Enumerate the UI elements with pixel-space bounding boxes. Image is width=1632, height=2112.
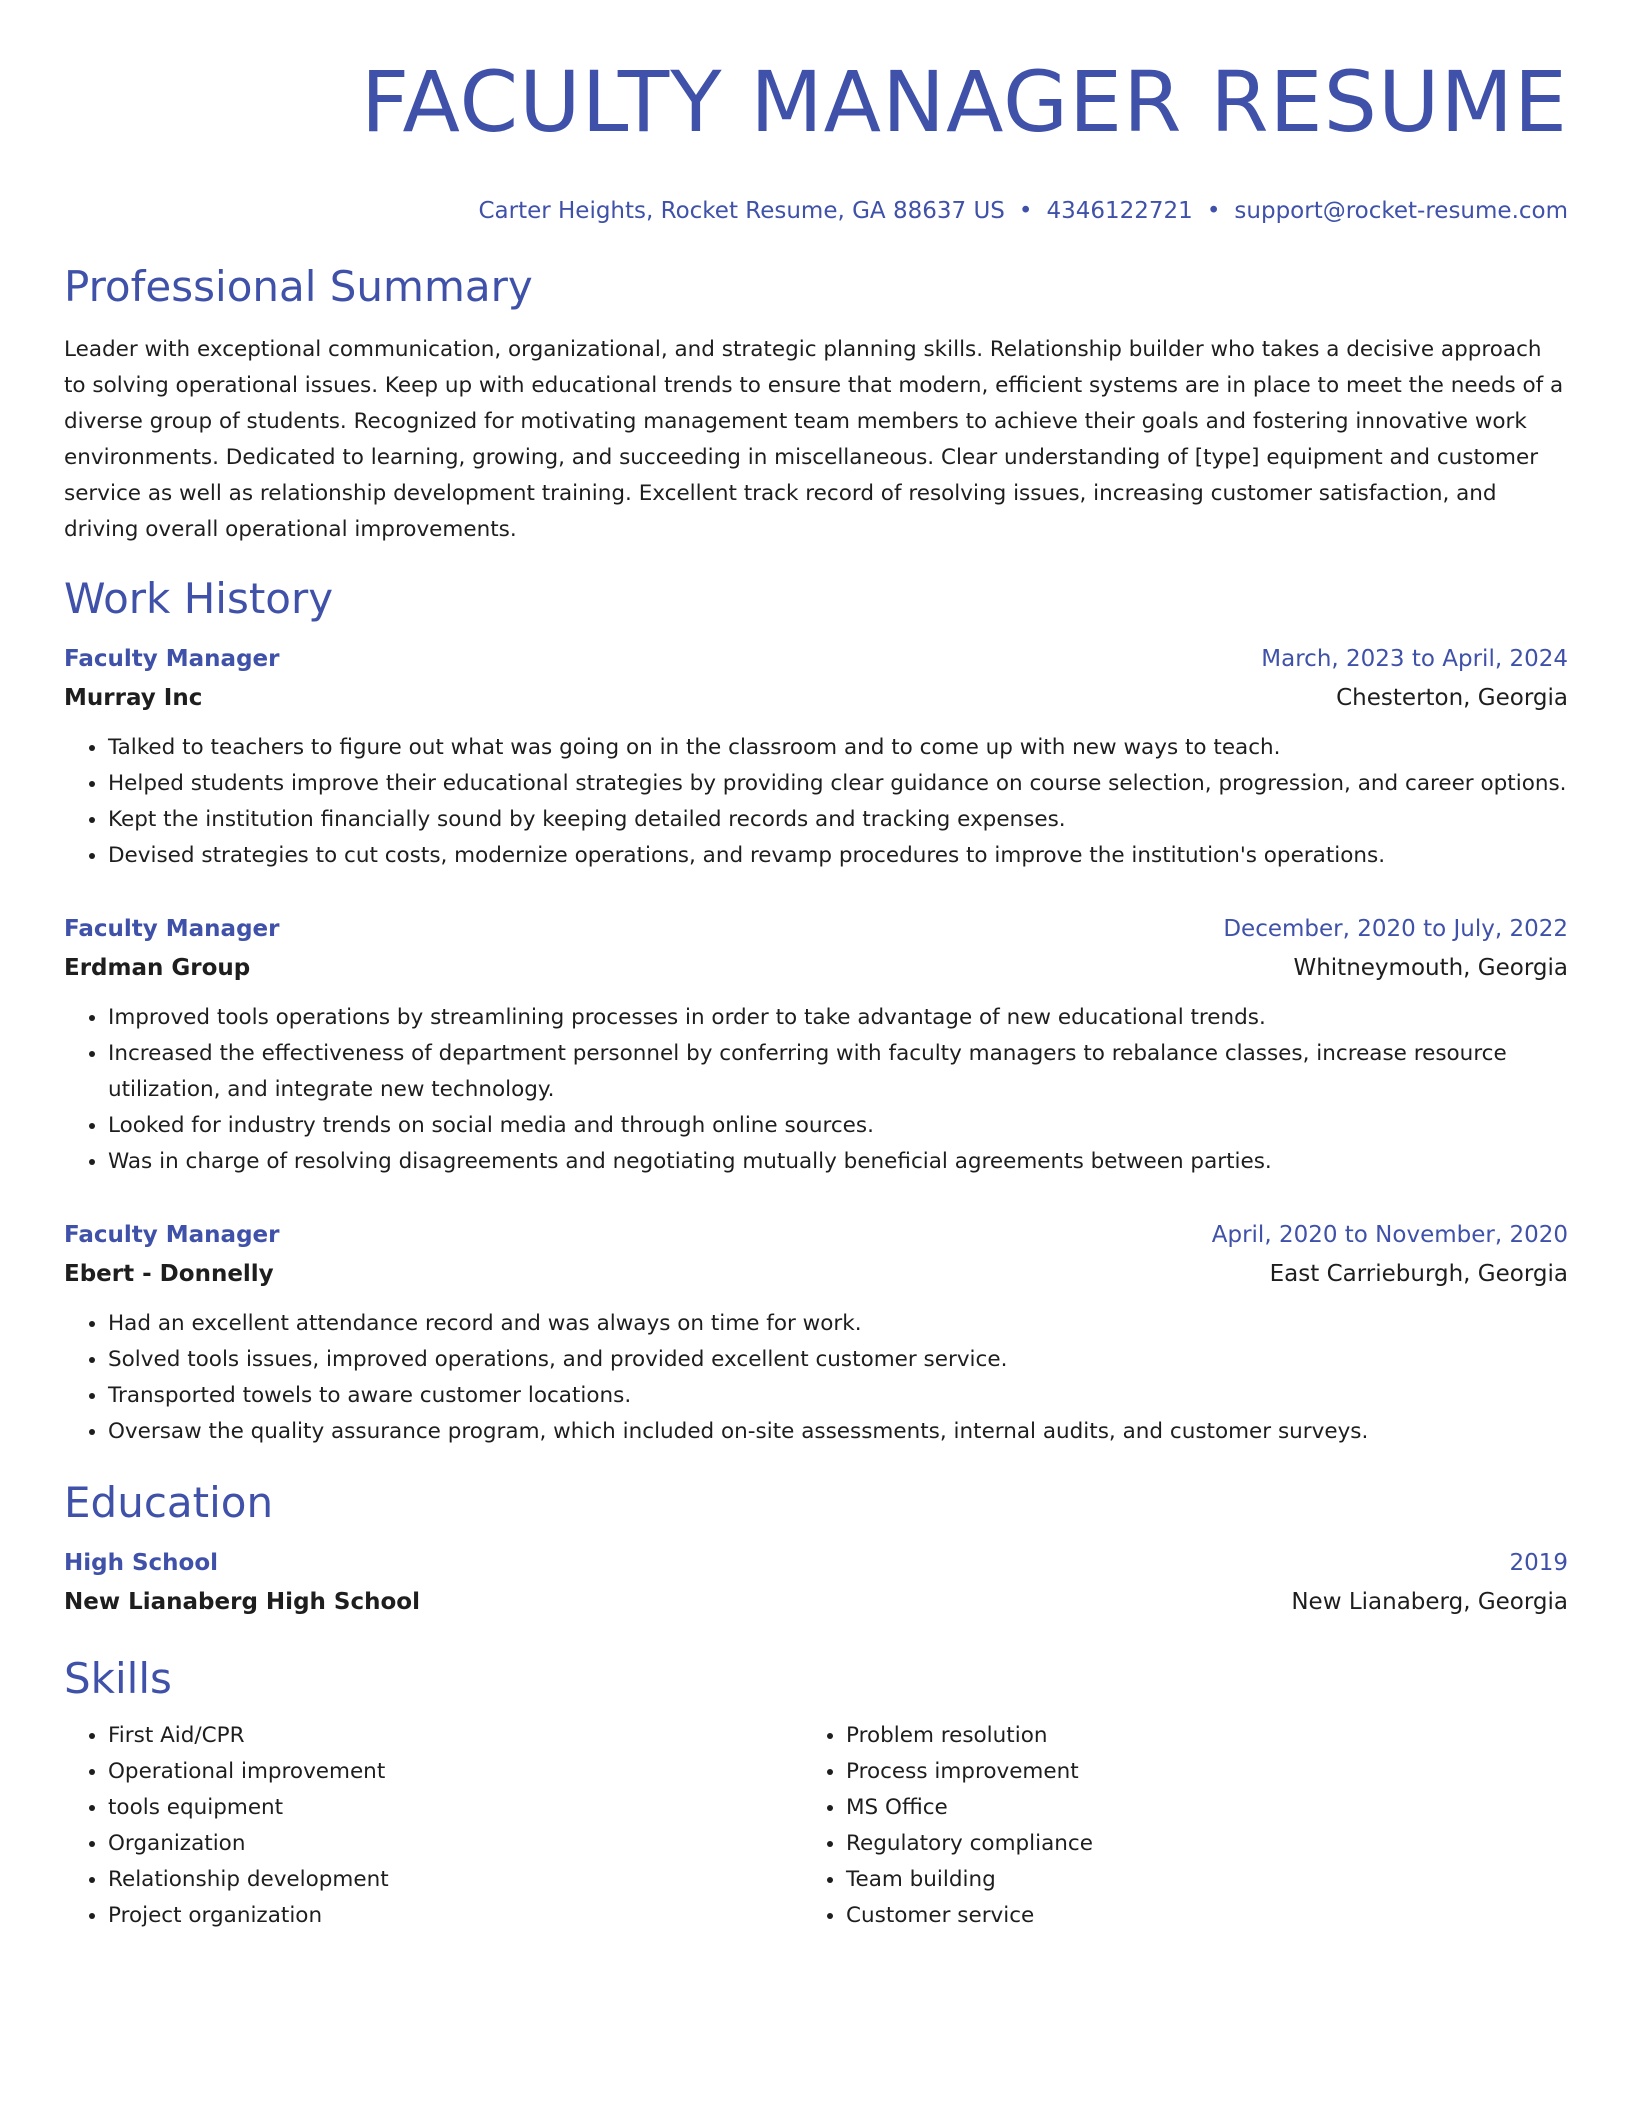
job-bullets — [64, 1306, 1568, 1450]
skill-item: • Relationship development — [108, 1862, 802, 1898]
skill-item: • tools equipment — [108, 1790, 802, 1826]
job-location: Whitneymouth, Georgia — [1293, 955, 1568, 981]
job-bullet: • Solved tools issues, improved operations, and provided excellent customer service. — [108, 1342, 1568, 1378]
skill-item: • Organization — [108, 1826, 802, 1862]
separator-dot: • — [1206, 198, 1221, 224]
job-company: Ebert - Donnelly — [64, 1261, 274, 1287]
skill-item: • Customer service — [846, 1898, 1540, 1934]
skill-item: • Regulatory compliance — [846, 1826, 1540, 1862]
skill-item: • First Aid/CPR — [108, 1718, 802, 1754]
job-company: Murray Inc — [64, 685, 203, 711]
job-bullet: • Devised strategies to cut costs, modernize operations, and revamp procedures to improve the institution's operations. — [108, 838, 1568, 874]
contact-address: Carter Heights, Rocket Resume, GA 88637 US — [478, 198, 1005, 224]
skill-item: • Operational improvement — [108, 1754, 802, 1790]
professional-summary-section — [64, 260, 1568, 548]
skill-item: • Process improvement — [846, 1754, 1540, 1790]
job-bullet: • Kept the institution financially sound by keeping detailed records and tracking expenses. — [108, 802, 1568, 838]
education-entry — [64, 1544, 1568, 1622]
work-history-section — [64, 572, 1568, 1450]
skill-item: • MS Office — [846, 1790, 1540, 1826]
job-entry — [64, 1216, 1568, 1450]
education-section — [64, 1476, 1568, 1622]
skill-item: • Team building — [846, 1862, 1540, 1898]
contact-email: support@rocket-resume.com — [1234, 198, 1568, 224]
education-location: New Lianaberg, Georgia — [1291, 1589, 1568, 1615]
contact-phone: 4346122721 — [1046, 198, 1193, 224]
resume-header — [64, 0, 1568, 226]
skill-item: • Problem resolution — [846, 1718, 1540, 1754]
section-heading-education: Education — [64, 1478, 274, 1527]
summary-text: Leader with exceptional communication, organizational, and strategic planning skills. Relationship builder who takes a decisive approach to solving operational issues. Keep up with educational trends to ensure that modern, efficient systems are in place to meet the needs of a diverse group of students. Recognized for motivating management team members to achieve their goals and fostering innovative work environments. Dedicated to learning, growing, and succeeding in miscellaneous. Clear understanding of [type] equipment and customer service as well as relationship development training. Excellent track record of resolving issues, increasing customer satisfaction, and driving overall operational improvements. — [64, 337, 1564, 542]
education-year: 2019 — [1509, 1550, 1568, 1576]
job-bullet: • Improved tools operations by streamlining processes in order to take advantage of new educational trends. — [108, 1000, 1568, 1036]
job-dates: April, 2020 to November, 2020 — [1211, 1222, 1568, 1248]
job-title: Faculty Manager — [64, 1222, 280, 1248]
section-heading-summary: Professional Summary — [64, 262, 533, 311]
job-bullet: • Transported towels to aware customer locations. — [108, 1378, 1568, 1414]
job-bullet: • Helped students improve their educational strategies by providing clear guidance on course selection, progression, and career options. — [108, 766, 1568, 802]
job-bullet: • Had an excellent attendance record and was always on time for work. — [108, 1306, 1568, 1342]
job-entry — [64, 910, 1568, 1180]
job-entry — [64, 640, 1568, 874]
job-bullet: • Talked to teachers to figure out what was going on in the classroom and to come up with new ways to teach. — [108, 730, 1568, 766]
separator-dot: • — [1018, 198, 1033, 224]
education-school: New Lianaberg High School — [64, 1589, 420, 1615]
skills-grid — [64, 1718, 1568, 1934]
skills-column-left — [64, 1718, 802, 1934]
job-company: Erdman Group — [64, 955, 251, 981]
section-heading-work: Work History — [64, 574, 334, 623]
contact-line — [64, 196, 1568, 226]
section-heading-skills: Skills — [64, 1654, 172, 1703]
job-bullet: • Oversaw the quality assurance program, which included on-site assessments, internal audits, and customer surveys. — [108, 1414, 1568, 1450]
job-bullet: • Was in charge of resolving disagreements and negotiating mutually beneficial agreements between parties. — [108, 1144, 1568, 1180]
skill-item: • Project organization — [108, 1898, 802, 1934]
job-location: Chesterton, Georgia — [1336, 685, 1568, 711]
job-bullet: • Increased the effectiveness of department personnel by conferring with faculty managers to rebalance classes, increase resource utilization, and integrate new technology. — [108, 1036, 1568, 1108]
job-title: Faculty Manager — [64, 646, 280, 672]
job-bullet: • Looked for industry trends on social media and through online sources. — [108, 1108, 1568, 1144]
education-degree: High School — [64, 1550, 219, 1576]
job-bullets — [64, 1000, 1568, 1180]
skills-column-right — [802, 1718, 1540, 1934]
job-title: Faculty Manager — [64, 916, 280, 942]
job-dates: March, 2023 to April, 2024 — [1261, 646, 1568, 672]
resume-title: FACULTY MANAGER RESUME — [360, 53, 1568, 151]
job-location: East Carrieburgh, Georgia — [1269, 1261, 1568, 1287]
job-bullets — [64, 730, 1568, 874]
job-dates: December, 2020 to July, 2022 — [1223, 916, 1568, 942]
skills-section — [64, 1652, 1568, 1934]
